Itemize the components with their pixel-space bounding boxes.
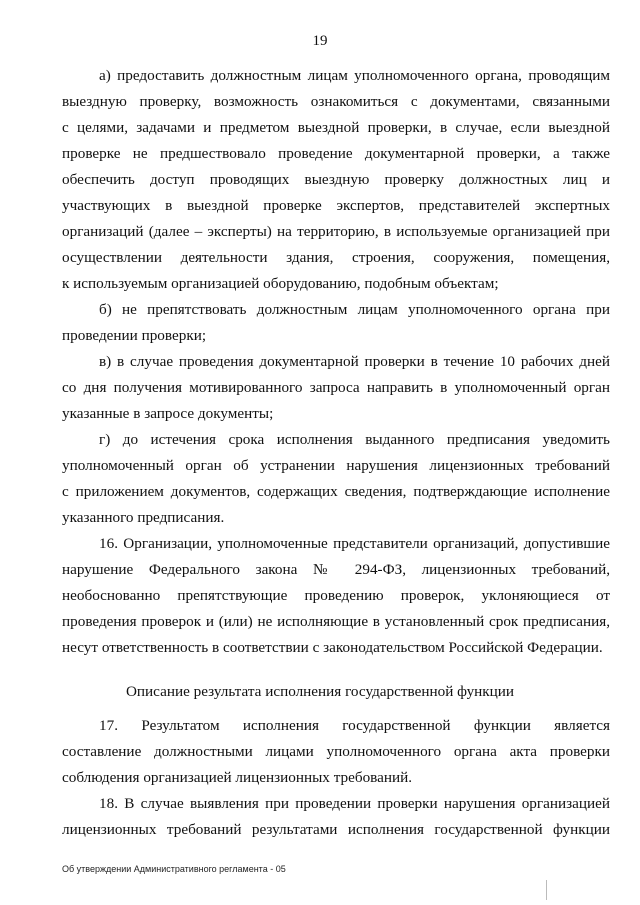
- text-line: проведении проверки;: [62, 327, 207, 344]
- text-line: с целями, задачами и предметом выездной проверки, в случае, если выездной: [62, 119, 610, 136]
- text-line: г) до истечения срока исполнения выданного предписания уведомить: [99, 431, 610, 448]
- section-heading: Описание результата исполнения государственной функции: [125, 683, 515, 700]
- text-line: лицензионных требований результатами исполнения государственной функции: [62, 821, 610, 838]
- text-line: уполномоченный орган об устранении нарушения лицензионных требований: [62, 457, 610, 474]
- text-line: 18. В случае выявления при проведении проверки нарушения организацией: [99, 795, 610, 812]
- text-line: нарушение Федерального закона № 294-ФЗ, лицензионных требований,: [62, 561, 610, 578]
- text-line: проведения проверок и (или) не исполняющие в установленный срок предписания,: [62, 613, 610, 630]
- scan-artifact: [546, 880, 547, 900]
- text-line: указанные в запросе документы;: [62, 405, 274, 422]
- text-line: несут ответственность в соответствии с законодательством Российской Федерации.: [62, 639, 603, 656]
- text-line: выездную проверку, возможность ознакомиться с документами, связанными: [62, 93, 610, 110]
- document-footer: Об утверждении Административного регламента - 05: [62, 864, 286, 874]
- text-line: 17. Результатом исполнения государственной функции является: [99, 717, 610, 734]
- text-line: обеспечить доступ проводящих выездную проверку должностных лиц и: [62, 171, 610, 188]
- text-line: проверке не предшествовало проведение документарной проверки, а также: [62, 145, 610, 162]
- text-line: участвующих в выездной проверке экспертов, представителей экспертных: [62, 197, 610, 214]
- text-line: указанного предписания.: [62, 509, 225, 526]
- text-line: организаций (далее – эксперты) на территорию, в используемые организацией при: [62, 223, 610, 240]
- text-line: соблюдения организацией лицензионных требований.: [62, 769, 413, 786]
- text-line: а) предоставить должностным лицам уполномоченного органа, проводящим: [99, 67, 610, 84]
- text-line: в) в случае проведения документарной проверки в течение 10 рабочих дней: [99, 353, 610, 370]
- page-number: 19: [312, 33, 328, 49]
- text-line: 16. Организации, уполномоченные представители организаций, допустившие: [99, 535, 610, 552]
- text-line: к используемым организацией оборудованию, подобным объектам;: [62, 275, 499, 292]
- text-line: с приложением документов, содержащих сведения, подтверждающие исполнение: [62, 483, 610, 500]
- text-line: необоснованно препятствующие проведению проверок, уклоняющиеся от: [62, 587, 610, 604]
- text-line: б) не препятствовать должностным лицам уполномоченного органа при: [99, 301, 610, 318]
- text-line: со дня получения мотивированного запроса направить в уполномоченный орган: [62, 379, 610, 396]
- text-line: составление должностными лицами уполномоченного органа акта проверки: [62, 743, 610, 760]
- text-line: осуществлении деятельности здания, строения, сооружения, помещения,: [62, 249, 610, 266]
